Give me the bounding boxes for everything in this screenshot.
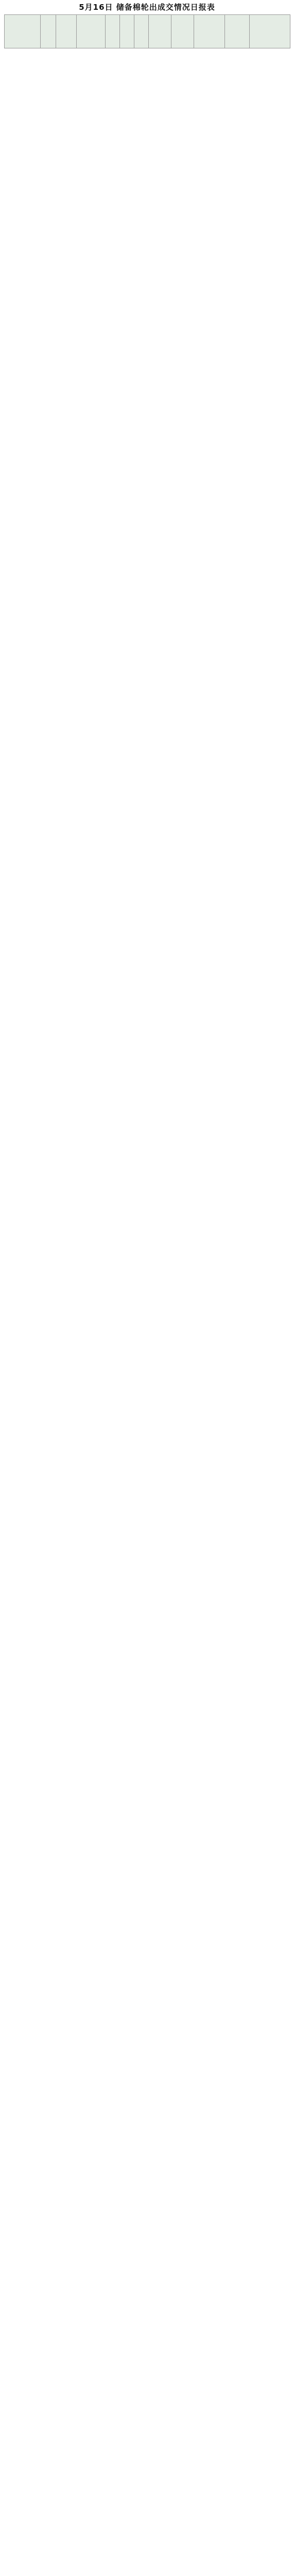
header-cell	[5, 15, 41, 48]
auction-report-table	[4, 14, 290, 48]
header-cell	[225, 15, 250, 48]
header-cell	[171, 15, 194, 48]
header-cell	[41, 15, 56, 48]
table-header	[5, 15, 290, 48]
header-cell	[149, 15, 171, 48]
header-cell	[194, 15, 225, 48]
header-cell	[56, 15, 77, 48]
header-cell	[77, 15, 106, 48]
page-title: 5月16日 储备棉轮出成交情况日报表	[79, 3, 215, 12]
header-cell	[250, 15, 290, 48]
header-cell	[106, 15, 120, 48]
header-cell	[120, 15, 134, 48]
report-page	[0, 0, 294, 57]
header-cell	[134, 15, 149, 48]
